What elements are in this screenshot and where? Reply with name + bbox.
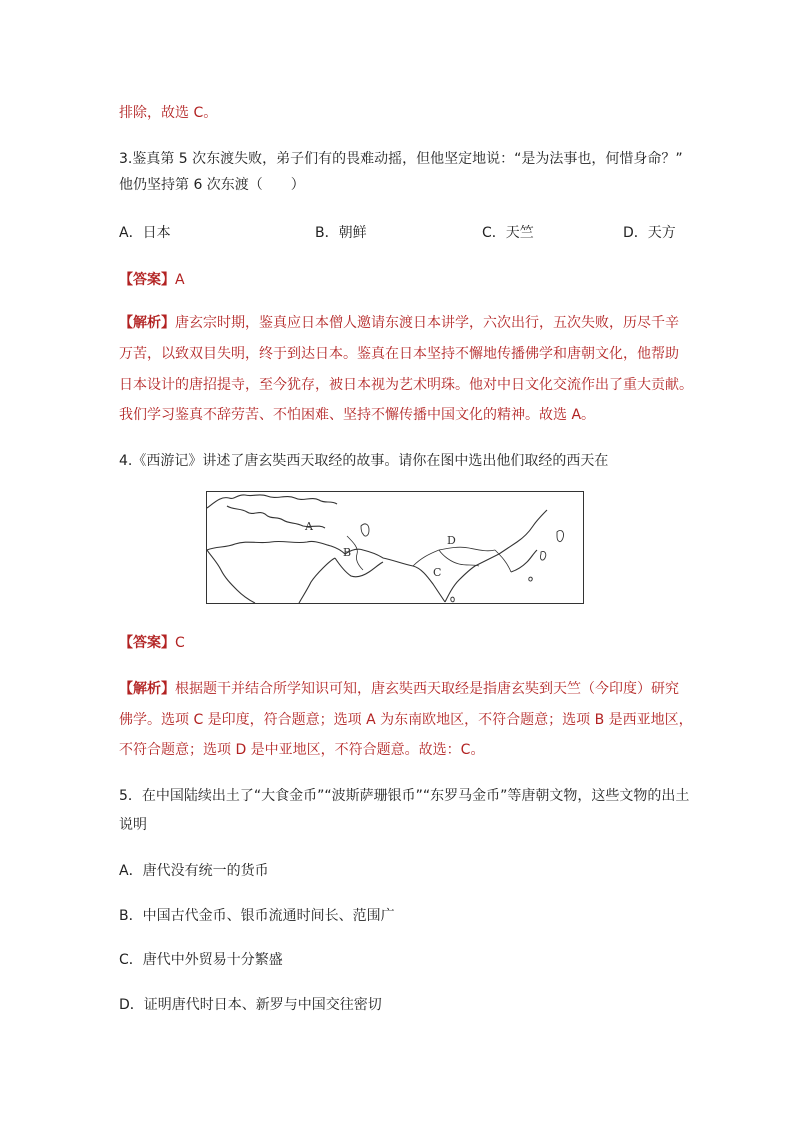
- map-label-d: D: [447, 534, 456, 547]
- q3-analysis-line1: [119, 313, 679, 333]
- map-label-c: C: [433, 566, 442, 579]
- world-map-outline: [207, 492, 583, 603]
- q4-analysis-line3: 不符合题意；选项 D 是中亚地区，不符合题意。故选：C。: [119, 742, 485, 758]
- q5-option-d: D．证明唐代时日本、新罗与中国交往密切: [119, 997, 382, 1013]
- q4-stem: 4.《西游记》讲述了唐玄奘西天取经的故事。请你在图中选出他们取经的西天在: [119, 453, 609, 469]
- q3-option-a: A．日本: [119, 225, 171, 241]
- q2-answer-ending: 排除，故选 C。: [119, 105, 218, 121]
- q3-analysis-line4: 我们学习鉴真不辞劳苦、不怕困难、坚持不懈传播中国文化的精神。故选 A。: [119, 407, 596, 423]
- q3-option-d: D．天方: [623, 225, 676, 241]
- analysis-label: 【解析】: [119, 315, 175, 331]
- q4-analysis-line2: 佛学。选项 C 是印度，符合题意；选项 A 为东南欧地区，不符合题意；选项 B 是西亚地区，: [119, 712, 693, 728]
- q5-option-b: B．中国古代金币、银币流通时间长、范围广: [119, 908, 395, 924]
- q5-option-a: A．唐代没有统一的货币: [119, 863, 269, 879]
- answer-label: 【答案】: [119, 272, 175, 288]
- q3-answer: [119, 270, 185, 290]
- q3-analysis-text: 唐玄宗时期，鉴真应日本僧人邀请东渡日本讲学，六次出行，五次失败，历尽千辛: [175, 315, 679, 331]
- q3-analysis-line2: 万苦，以致双目失明，终于到达日本。鉴真在日本坚持不懈地传播佛学和唐朝文化，他帮助: [119, 346, 679, 362]
- q3-stem-line2: 他仍坚持第 6 次东渡（ ）: [119, 177, 305, 193]
- q5-stem-line2: 说明: [119, 817, 147, 833]
- map-label-b: B: [343, 546, 352, 559]
- q4-map: [206, 491, 584, 604]
- q5-option-c: C．唐代中外贸易十分繁盛: [119, 952, 283, 968]
- map-label-a: A: [305, 520, 313, 533]
- q5-stem-line1: 5．在中国陆续出土了“大食金币”“波斯萨珊银币”“东罗马金币”等唐朝文物，这些文物的出土: [119, 788, 690, 804]
- answer-label: 【答案】: [119, 635, 175, 651]
- answer-value: C: [175, 635, 185, 651]
- analysis-label: 【解析】: [119, 681, 175, 697]
- q3-stem-line1: 3.鉴真第 5 次东渡失败，弟子们有的畏难动摇，但他坚定地说：“是为法事也，何惜身命？”: [119, 151, 683, 167]
- q3-option-c: C．天竺: [482, 225, 534, 241]
- q4-analysis-line1: [119, 679, 679, 699]
- q4-answer: [119, 633, 185, 653]
- answer-value: A: [175, 272, 185, 288]
- q3-option-b: B．朝鲜: [315, 225, 367, 241]
- q4-analysis-text: 根据题干并结合所学知识可知，唐玄奘西天取经是指唐玄奘到天竺（今印度）研究: [175, 681, 679, 697]
- q3-analysis-line3: 日本设计的唐招提寺，至今犹存，被日本视为艺术明珠。他对中日文化交流作出了重大贡献。: [119, 377, 693, 393]
